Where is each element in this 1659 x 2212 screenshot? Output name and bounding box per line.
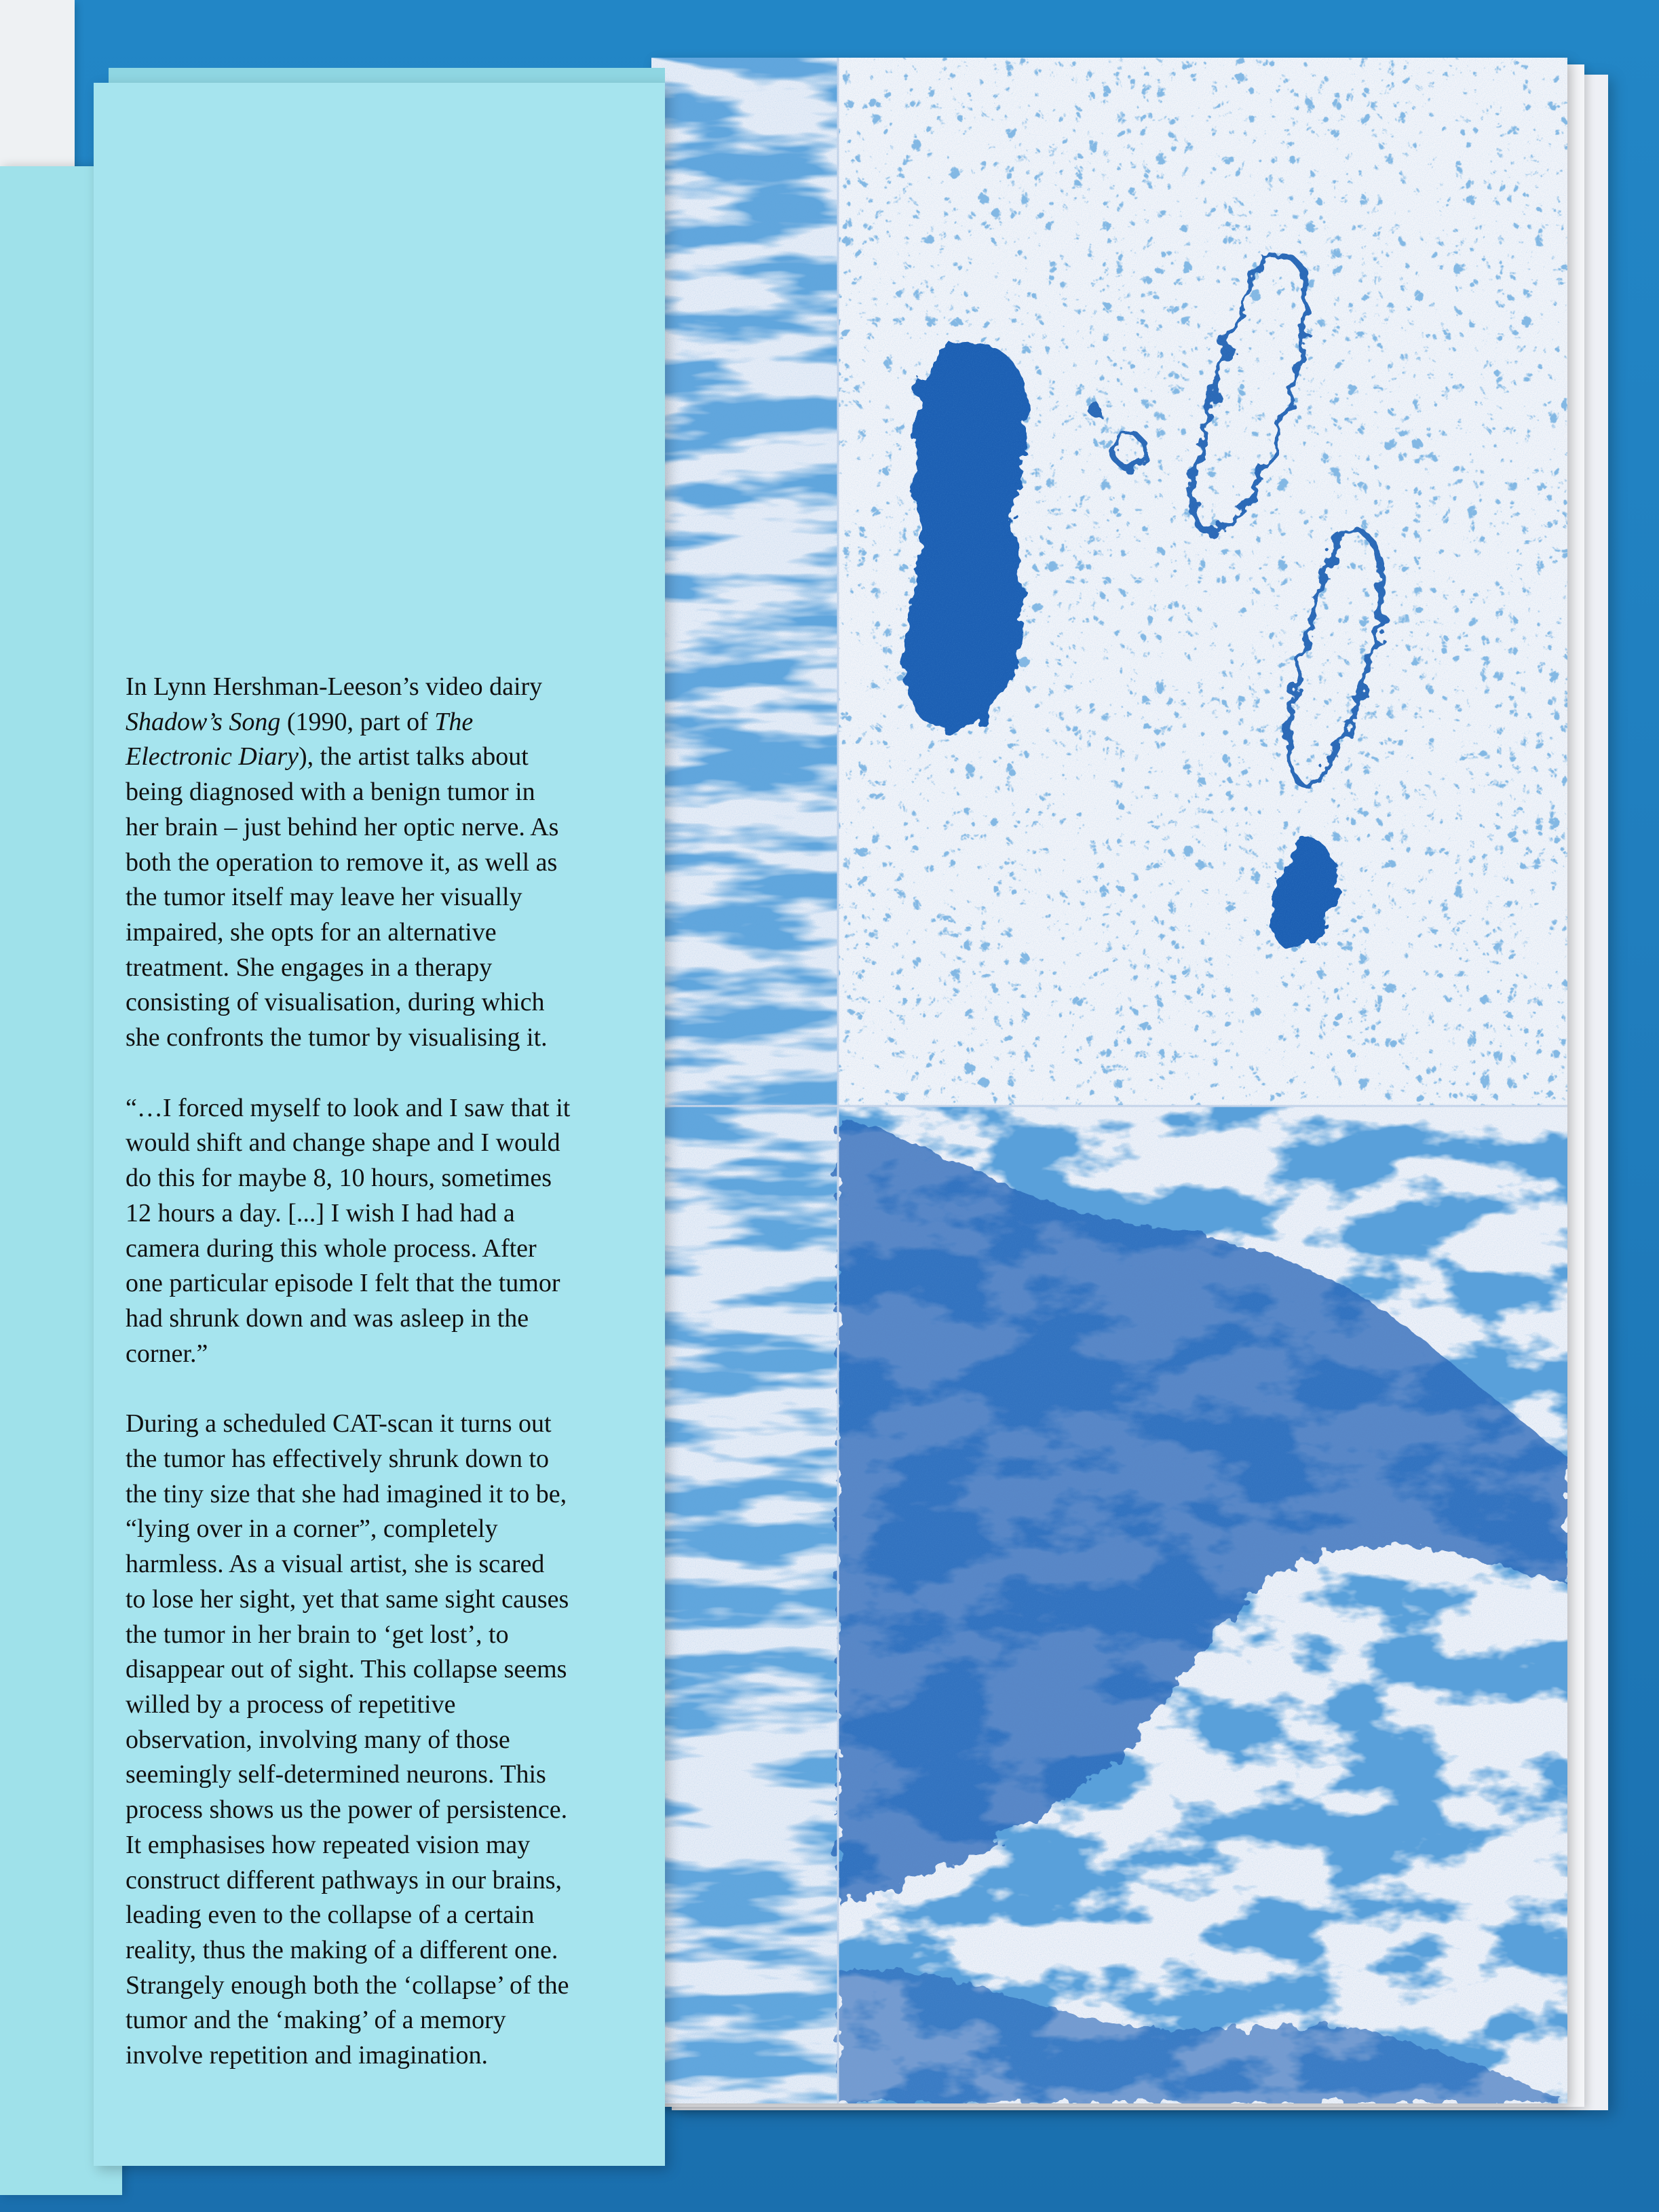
paragraph-3-line: observation, involving many of those [126, 1725, 510, 1754]
paragraph-3-line: seemingly self-determined neurons. This [126, 1760, 546, 1789]
paragraph-2-line: do this for maybe 8, 10 hours, sometimes [126, 1164, 552, 1193]
text-run: the tumor itself may leave her visually [126, 883, 522, 912]
paragraph-1-line [126, 810, 662, 845]
paragraph-3-line: the tiny size that she had imagined it to be, [126, 1479, 567, 1508]
paper-grain [651, 58, 1567, 2103]
paragraph-3-line: construct different pathways in our brains, [126, 1865, 562, 1894]
paragraph-3-line: to lose her sight, yet that same sight causes [126, 1584, 569, 1614]
text-run: both the operation to remove it, as well as [126, 847, 558, 877]
paragraph-1-line [126, 775, 662, 810]
paragraph-2-line: 12 hours a day. [...] I wish I had had a [126, 1198, 515, 1227]
paragraph-3-line: involve repetition and imagination. [126, 2041, 488, 2070]
paragraph-3-line: the tumor in her brain to ‘get lost’, to [126, 1620, 509, 1649]
text-run: In Lynn Hershman-Leeson’s video dairy [126, 672, 543, 701]
paragraph-2-line: camera during this whole process. After [126, 1234, 537, 1263]
white-paper-edge [0, 0, 75, 183]
paragraph-3-line: “lying over in a corner”, completely [126, 1514, 498, 1544]
paragraph-1-line [126, 985, 662, 1021]
paragraph-2-quote [126, 1091, 662, 1372]
article-body [126, 670, 662, 2109]
text-run: consisting of visualisation, during which [126, 988, 545, 1017]
text-run: she confronts the tumor by visualising it. [126, 1023, 548, 1052]
text-run: being diagnosed with a benign tumor in [126, 778, 535, 807]
text-run: her brain – just behind her optic nerve. As [126, 812, 559, 841]
paragraph-1-line [126, 1021, 662, 1056]
paragraph-3-line: willed by a process of repetitive [126, 1690, 456, 1719]
paragraph-1 [126, 670, 662, 1056]
italic-title: The [434, 707, 474, 736]
text-run: treatment. She engages in a therapy [126, 953, 493, 982]
text-run: (1990, part of [280, 707, 435, 736]
paragraph-1-line [126, 670, 662, 705]
paragraph-3-line: reality, thus the making of a different one. [126, 1935, 558, 1964]
paragraph-2-line: corner.” [126, 1339, 208, 1368]
paragraph-2-line: would shift and change shape and I would [126, 1128, 560, 1158]
paragraph-3-line: the tumor has effectively shrunk down to [126, 1445, 550, 1474]
paragraph-1-line [126, 915, 662, 951]
text-run: ), the artist talks about [299, 742, 529, 771]
paragraph-3-line: harmless. As a visual artist, she is scared [126, 1550, 545, 1579]
text-card [94, 83, 665, 2166]
paragraph-3-line: disappear out of sight. This collapse seems [126, 1655, 567, 1684]
paragraph-2-line: “…I forced myself to look and I saw that it [126, 1093, 571, 1122]
italic-title: Shadow’s Song [126, 707, 281, 736]
paragraph-3-line: process shows us the power of persistence. [126, 1795, 568, 1825]
paragraph-3-line: Strangely enough both the ‘collapse’ of the [126, 1970, 569, 2000]
paragraph-3-line: During a scheduled CAT-scan it turns out [126, 1409, 552, 1438]
italic-title: Electronic Diary [126, 742, 299, 771]
paragraph-3-line: leading even to the collapse of a certain [126, 1901, 535, 1930]
cyanotype-print-sheet [651, 58, 1567, 2103]
paragraph-3-line: tumor and the ‘making’ of a memory [126, 2006, 506, 2035]
paragraph-2-line: had shrunk down and was asleep in the [126, 1303, 529, 1333]
text-run: impaired, she opts for an alternative [126, 917, 497, 947]
paragraph-1-line [126, 845, 662, 881]
paragraph-3 [126, 1407, 662, 2073]
cyanotype-artwork [651, 58, 1567, 2103]
paragraph-1-line [126, 705, 662, 740]
paragraph-3-line: It emphasises how repeated vision may [126, 1830, 531, 1859]
paragraph-1-line [126, 740, 662, 775]
paragraph-2-line: one particular episode I felt that the tumor [126, 1269, 560, 1298]
paragraph-1-line [126, 951, 662, 986]
paragraph-1-line [126, 880, 662, 915]
